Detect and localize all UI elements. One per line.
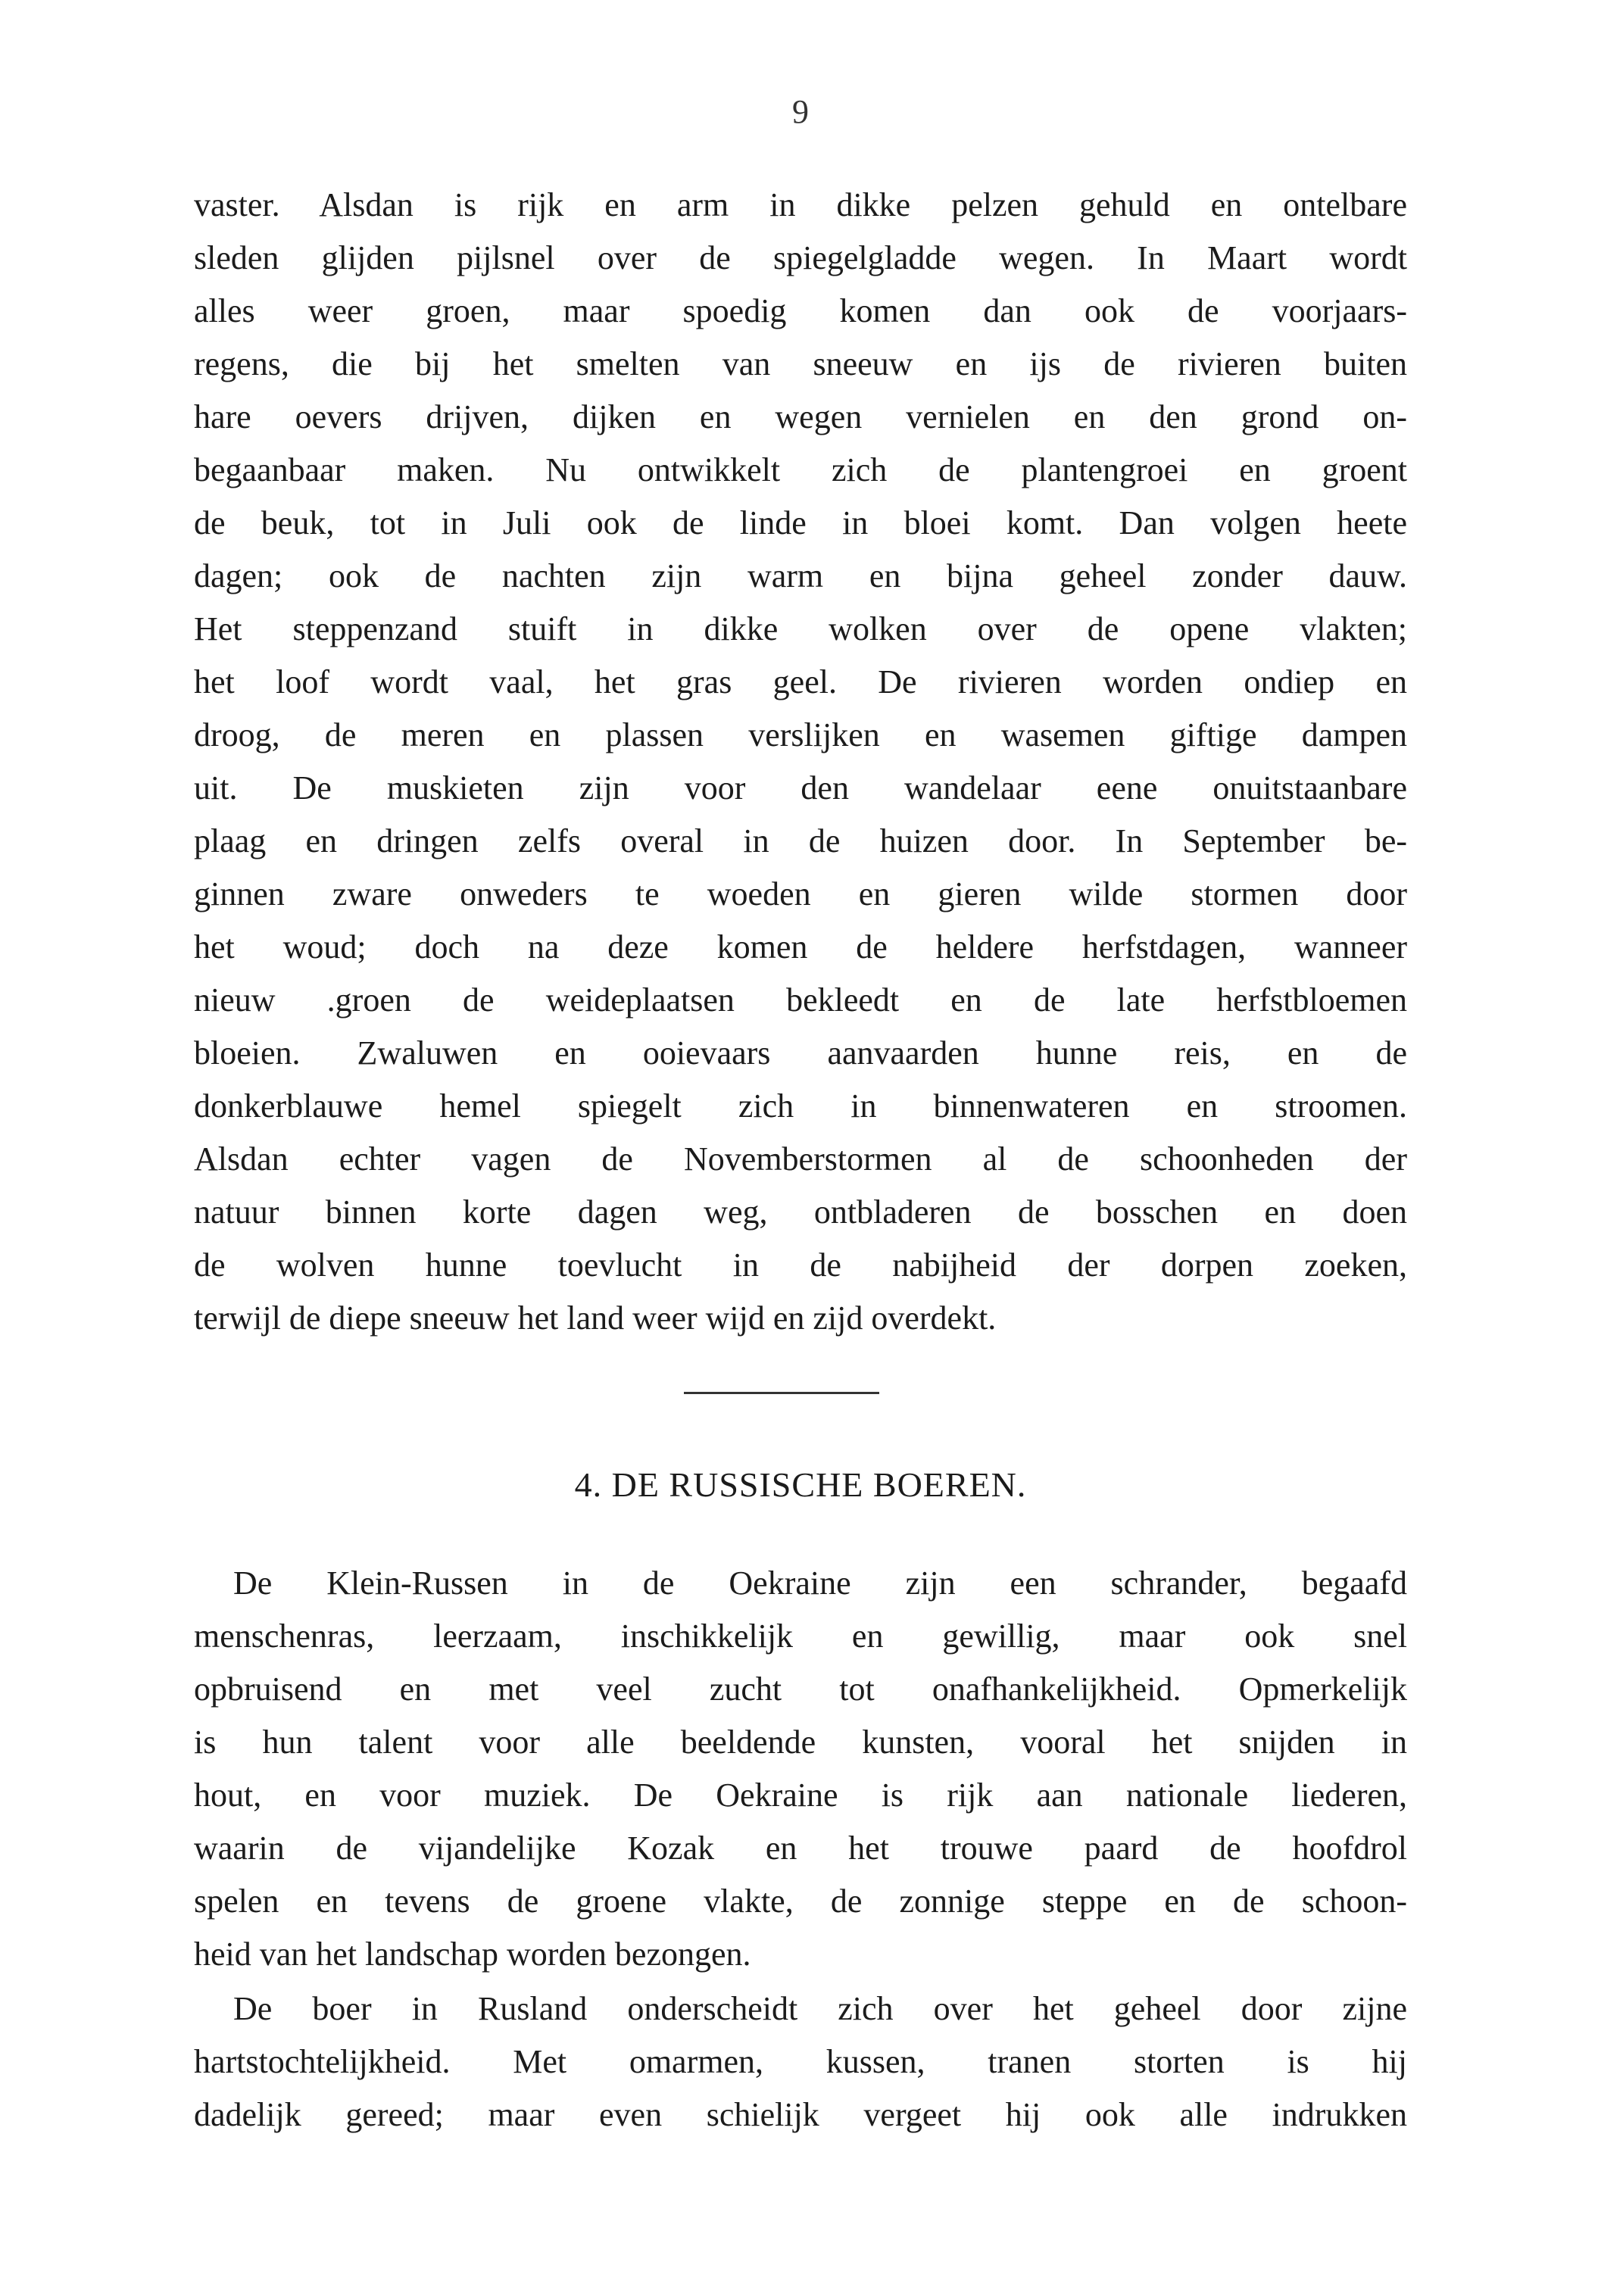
- text-line: het woud; doch na deze komen de heldere herfstdagen, wanneer: [194, 928, 1407, 966]
- text-line: De Klein-Russen in de Oekraine zijn een schrander, begaafd: [233, 1564, 1407, 1602]
- text-line: plaag en dringen zelfs overal in de huizen door. In September be-: [194, 822, 1407, 859]
- paragraph-klein-russen: [194, 1557, 1407, 1981]
- text-line: heid van het landschap worden bezongen.: [194, 1936, 751, 1973]
- text-line: natuur binnen korte dagen weg, ontbladeren de bosschen en doen: [194, 1193, 1407, 1231]
- text-line: droog, de meren en plassen verslijken en wasemen giftige dampen: [194, 716, 1407, 753]
- text-line: menschenras, leerzaam, inschikkelijk en gewillig, maar ook snel: [194, 1617, 1407, 1655]
- section-heading: 4. DE RUSSISCHE BOEREN.: [574, 1465, 1027, 1504]
- text-line: vaster. Alsdan is rijk en arm in dikke pelzen gehuld en ontelbare: [194, 186, 1407, 223]
- text-line: dadelijk gereed; maar even schielijk vergeet hij ook alle indrukken: [194, 2096, 1407, 2133]
- text-line: waarin de vijandelijke Kozak en het trouwe paard de hoofdrol: [194, 1830, 1407, 1867]
- text-line: de wolven hunne toevlucht in de nabijheid der dorpen zoeken,: [194, 1246, 1407, 1284]
- text-line: sleden glijden pijlsnel over de spiegelgladde wegen. In Maart wordt: [194, 239, 1407, 276]
- text-line: begaanbaar maken. Nu ontwikkelt zich de plantengroei en groent: [194, 451, 1407, 488]
- text-line: ginnen zware onweders te woeden en gieren wilde stormen door: [194, 875, 1407, 912]
- text-line: hout, en voor muziek. De Oekraine is rijk aan nationale liederen,: [194, 1777, 1407, 1814]
- paragraph-seasons: [194, 179, 1407, 1345]
- text-line: donkerblauwe hemel spiegelt zich in binnenwateren en stroomen.: [194, 1087, 1407, 1125]
- text-line: uit. De muskieten zijn voor den wandelaar eene onuitstaanbare: [194, 769, 1407, 806]
- page-number: 9: [792, 93, 809, 130]
- text-line: het loof wordt vaal, het gras geel. De rivieren worden ondiep en: [194, 663, 1407, 700]
- section-divider: [684, 1392, 879, 1394]
- text-line: is hun talent voor alle beeldende kunsten, vooral het snijden in: [194, 1724, 1407, 1761]
- text-line: spelen en tevens de groene vlakte, de zonnige steppe en de schoon-: [194, 1883, 1407, 1920]
- text-line: Het steppenzand stuift in dikke wolken over de opene vlakten;: [194, 610, 1407, 647]
- text-line: dagen; ook de nachten zijn warm en bijna geheel zonder dauw.: [194, 557, 1407, 594]
- text-line: terwijl de diepe sneeuw het land weer wijd en zijd overdekt.: [194, 1299, 997, 1337]
- text-line: De boer in Rusland onderscheidt zich over het geheel door zijne: [233, 1990, 1407, 2027]
- text-line: hare oevers drijven, dijken en wegen vernielen en den grond on-: [194, 398, 1407, 435]
- text-line: opbruisend en met veel zucht tot onafhankelijkheid. Opmerkelijk: [194, 1671, 1407, 1708]
- text-line: nieuw .groen de weideplaatsen bekleedt en de late herfstbloemen: [194, 981, 1407, 1019]
- text-line: hartstochtelijkheid. Met omarmen, kussen, tranen storten is hij: [194, 2043, 1407, 2080]
- text-line: regens, die bij het smelten van sneeuw en ijs de rivieren buiten: [194, 345, 1407, 382]
- paragraph-russische-boer: [194, 1982, 1407, 2142]
- text-line: bloeien. Zwaluwen en ooievaars aanvaarden hunne reis, en de: [194, 1034, 1407, 1072]
- text-line: Alsdan echter vagen de Novemberstormen al de schoonheden der: [194, 1140, 1407, 1178]
- text-line: de beuk, tot in Juli ook de linde in bloei komt. Dan volgen heete: [194, 504, 1407, 541]
- text-line: alles weer groen, maar spoedig komen dan ook de voorjaars-: [194, 292, 1407, 329]
